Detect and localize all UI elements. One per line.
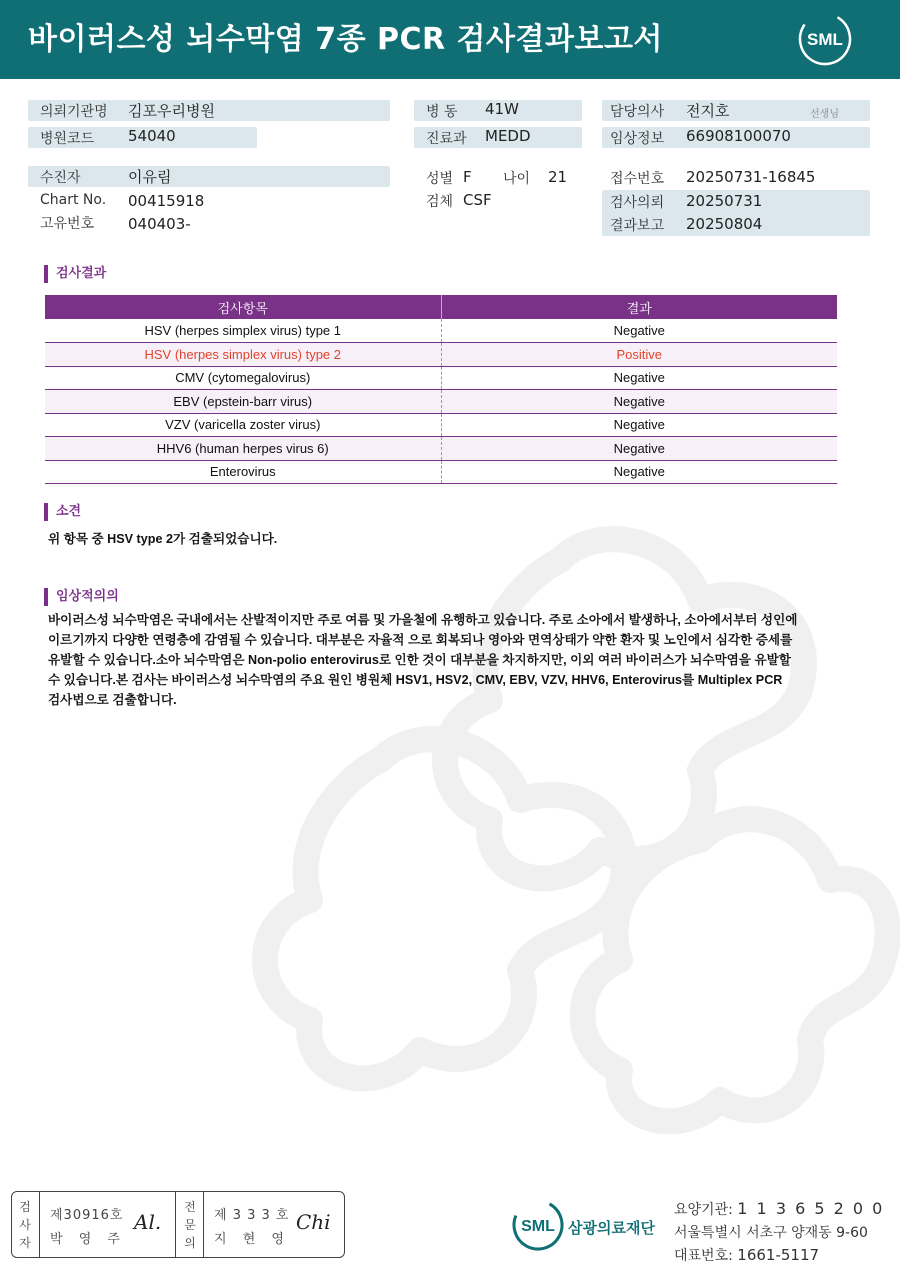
doctor-value: 전지호 — [686, 102, 730, 120]
svg-text:SML: SML — [807, 30, 843, 49]
table-row — [45, 319, 837, 343]
row-item: EBV (epstein-barr virus) — [45, 390, 441, 414]
doctor-label: 담당의사 — [610, 104, 665, 120]
footer-org-name: 삼광의료재단 — [568, 1219, 655, 1237]
specialist-label: 전 문 의 — [184, 1200, 196, 1250]
institution-value: 김포우리병원 — [128, 102, 215, 120]
col-header-item: 검사항목 — [45, 295, 441, 319]
patient-value: 이유림 — [128, 168, 172, 186]
request-value: 20250731 — [686, 192, 763, 210]
opinion-text: 위 항목 중 HSV type 2가 검출되었습니다. — [48, 532, 278, 546]
clinical-line: 이르기까지 다양한 연령층에 감염될 수 있습니다. 대부분은 자율적 으로 회복되나 영아와 면역상태가 약한 환자 및 노인에서 심각한 증세를 — [48, 633, 793, 647]
opinion-section-title: 소견 — [44, 503, 81, 521]
row-item: HSV (herpes simplex virus) type 2 — [45, 343, 441, 367]
row-item: VZV (varicella zoster virus) — [45, 413, 441, 437]
clinical-value: 66908100070 — [686, 127, 791, 145]
row-item: HSV (herpes simplex virus) type 1 — [45, 319, 441, 343]
request-label: 검사의뢰 — [610, 195, 665, 211]
sex-value: F — [463, 168, 472, 186]
table-row — [45, 413, 837, 437]
doctor-suffix: 선생님 — [810, 109, 839, 120]
footer-address: 서울특별시 서초구 양재동 9-60 — [674, 1225, 868, 1241]
ward-label: 병 동 — [426, 104, 458, 120]
sml-footer-logo-icon — [512, 1199, 564, 1251]
clinical-line: 유발할 수 있습니다.소아 뇌수막염은 Non-polio enterovirus로 인한 것이 대부분을 차지하지만, 이외 여러 바이러스가 뇌수막염을 유발할 — [48, 653, 791, 667]
hospital-code-value: 54040 — [128, 127, 176, 145]
specialist-name: 지 현 영 — [214, 1232, 290, 1247]
specialist-signature: Chi — [296, 1210, 331, 1234]
tester-signature: Al. — [134, 1210, 162, 1234]
specimen-value: CSF — [463, 191, 492, 209]
clinical-label: 임상정보 — [610, 131, 665, 147]
department-value: MEDD — [485, 127, 531, 145]
report-title: 바이러스성 뇌수막염 7종 PCR 검사결과보고서 — [28, 22, 663, 57]
tester-no: 제30916호 — [50, 1208, 124, 1223]
row-result-positive: Positive — [441, 343, 837, 367]
report-label: 결과보고 — [610, 218, 665, 234]
footer-care-no: 요양기관: 1 1 3 6 5 2 0 0 — [674, 1199, 885, 1218]
receipt-value: 20250731-16845 — [686, 168, 816, 186]
unique-label: 고유번호 — [40, 216, 95, 232]
table-row — [45, 366, 837, 390]
footer-phone: 대표번호: 1661-5117 — [674, 1246, 820, 1264]
signature-stamp — [11, 1191, 345, 1258]
row-result: Negative — [441, 437, 837, 461]
unique-value: 040403- — [128, 215, 191, 233]
footer-logo — [512, 1199, 655, 1255]
table-row — [45, 460, 837, 484]
row-result: Negative — [441, 460, 837, 484]
tester-label: 검 사 자 — [19, 1200, 31, 1250]
sml-logo-icon — [798, 12, 852, 66]
tester-name: 박 영 주 — [50, 1232, 126, 1247]
clinical-line: 검사법으로 검출합니다. — [48, 693, 177, 707]
chart-value: 00415918 — [128, 192, 205, 210]
receipt-label: 접수번호 — [610, 171, 665, 187]
col-header-result: 결과 — [441, 295, 837, 319]
chart-label: Chart No. — [40, 192, 107, 208]
row-result: Negative — [441, 366, 837, 390]
specimen-label: 검체 — [426, 194, 454, 210]
patient-label: 수진자 — [40, 170, 81, 186]
row-item: CMV (cytomegalovirus) — [45, 366, 441, 390]
svg-text:SML: SML — [521, 1218, 555, 1235]
row-result: Negative — [441, 319, 837, 343]
institution-label: 의뢰기관명 — [40, 104, 108, 120]
age-label: 나이 — [503, 171, 531, 187]
specialist-no: 제 3 3 3 호 — [214, 1208, 290, 1223]
row-item: Enterovirus — [45, 460, 441, 484]
clinical-line: 수 있습니다.본 검사는 바이러스성 뇌수막염의 주요 원인 병원체 HSV1, HSV2, CMV, EBV, VZV, HHV6, Enterovirus를 Multiplex PCR — [48, 673, 783, 687]
info-bar-patient — [28, 166, 390, 187]
table-row — [45, 390, 837, 414]
age-value: 21 — [548, 168, 568, 186]
clinical-line: 바이러스성 뇌수막염은 국내에서는 산발적이지만 주로 여름 및 가을철에 유행하고 있습니다. 주로 소아에서 발생하나, 소아에서부터 성인에 — [48, 613, 798, 627]
ward-value: 41W — [485, 100, 519, 118]
department-label: 진료과 — [426, 131, 467, 147]
table-row — [45, 437, 837, 461]
row-item: HHV6 (human herpes virus 6) — [45, 437, 441, 461]
clinical-section-title: 임상적의의 — [44, 588, 119, 606]
hospital-code-label: 병원코드 — [40, 131, 95, 147]
row-result: Negative — [441, 413, 837, 437]
results-section-title: 검사결과 — [44, 265, 106, 283]
report-value: 20250804 — [686, 215, 763, 233]
table-row — [45, 343, 837, 367]
sex-label: 성별 — [426, 171, 454, 187]
clinical-text — [48, 610, 797, 710]
row-result: Negative — [441, 390, 837, 414]
report-header — [0, 0, 900, 79]
results-table — [45, 295, 837, 484]
